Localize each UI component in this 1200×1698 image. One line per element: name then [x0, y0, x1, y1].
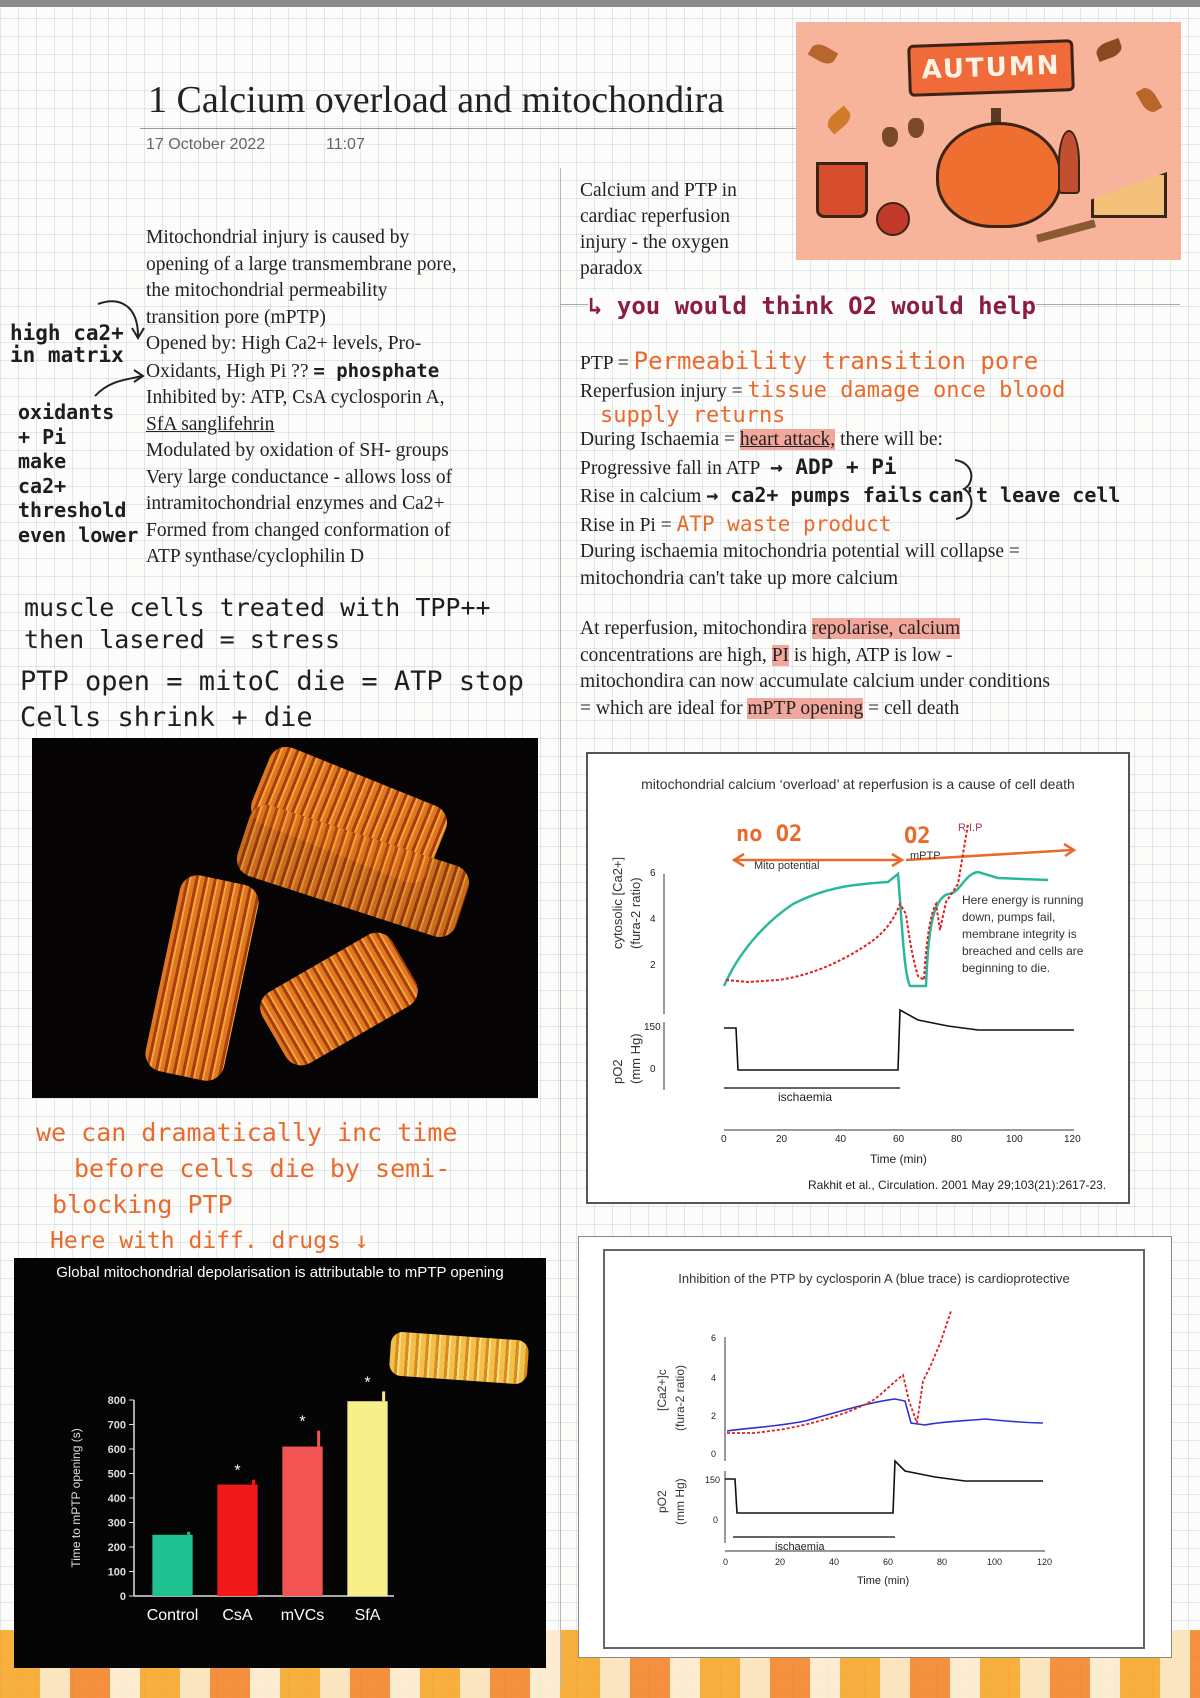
chart1-x-label: Time (min)	[870, 1152, 927, 1166]
control-red-trace	[727, 1311, 951, 1433]
acorn-icon	[908, 118, 924, 138]
chart1-y-label-top	[610, 857, 625, 949]
y-tick: 150	[644, 1022, 661, 1033]
bar-chart	[14, 1258, 546, 1668]
y-label-text: cytosolic [Ca2+]	[610, 856, 625, 949]
margin-line: make	[18, 449, 67, 473]
annotation-line: down, pumps fail,	[962, 910, 1056, 924]
y-tick: 150	[705, 1475, 721, 1485]
oxidants-line	[146, 358, 456, 386]
collapse-line: mitochondria can't take up more calcium	[580, 567, 899, 589]
brace-icon	[955, 460, 971, 519]
cinnamon-icon	[1036, 219, 1096, 242]
y-tick: 0	[650, 1064, 656, 1075]
top-bar	[0, 0, 1200, 7]
margin-line: oxidants	[18, 400, 115, 424]
annotation-line: beginning to die.	[962, 961, 1051, 975]
significance-marker: *	[299, 1413, 306, 1431]
page-time: 11:07	[326, 136, 365, 153]
oxidants-text: Oxidants, High Pi ??	[146, 360, 309, 382]
y-tick: 6	[711, 1333, 717, 1343]
reperfusion-line	[580, 378, 1120, 406]
category-label: CsA	[222, 1607, 253, 1624]
inhibited-by-line: Inhibited by: ATP, CsA cyclosporin A,	[146, 387, 445, 408]
x-tick: 100	[1006, 1134, 1023, 1145]
ca-rise-line	[580, 482, 1120, 511]
acorn-icon	[882, 127, 898, 147]
margin-line: threshold	[18, 498, 127, 522]
cell-shape	[254, 926, 425, 1072]
ca-hand: → ca2+ pumps fails	[706, 483, 923, 507]
chart2-y-label-bottom: pO2	[655, 1490, 669, 1513]
y-tick: 4	[650, 914, 656, 925]
rep-text: = cell death	[863, 697, 960, 719]
autumn-banner: AUTUMN	[907, 39, 1075, 97]
leaf-icon	[824, 106, 854, 135]
rep-text: concentrations are high,	[580, 644, 772, 666]
y-tick-label: 100	[107, 1566, 126, 1579]
y-tick-label: 400	[107, 1493, 126, 1505]
note-line: opening of a large transmembrane pore,	[146, 253, 457, 275]
significance-marker: *	[364, 1374, 371, 1392]
mushroom-icon	[1058, 130, 1080, 194]
leaf-icon	[808, 41, 839, 68]
atp-hand: → ADP + Pi	[770, 454, 897, 479]
reperfusion-text-line	[580, 616, 1120, 643]
reperfusion-hand-2: supply returns	[600, 403, 786, 428]
margin-line: + Pi	[18, 424, 67, 449]
chart1-plot	[588, 754, 1128, 1202]
rep-highlight: mPTP opening	[747, 697, 864, 719]
x-tick: 20	[776, 1134, 788, 1145]
atp-fall-line	[580, 454, 1120, 483]
y-tick-label: 500	[107, 1468, 126, 1481]
page-date: 17 October 2022	[146, 136, 266, 153]
rep-text: is high, ATP is low -	[789, 644, 953, 666]
mug-icon	[816, 162, 868, 218]
x-tick: 0	[721, 1134, 727, 1145]
leaf-icon	[1094, 38, 1124, 62]
category-label: mVCs	[280, 1607, 325, 1624]
left-notes	[146, 225, 456, 571]
ptp-open-note	[20, 664, 524, 736]
chart2-ischaemia-label: ischaemia	[775, 1541, 825, 1553]
sfa-line: SfA sanglifehrin	[146, 413, 275, 435]
o2-label: O2	[904, 824, 931, 849]
atp-fall: Progressive fall in ATP	[580, 457, 761, 479]
ptp-line	[580, 348, 1120, 378]
significance-marker: *	[234, 1462, 241, 1480]
margin-line: high ca2+	[10, 321, 124, 345]
title-rule	[140, 128, 820, 129]
heading-line: Calcium and PTP in	[580, 180, 737, 201]
hand-line: PTP open = mitoC die = ATP stop	[20, 666, 524, 697]
y-tick: 2	[711, 1411, 717, 1421]
ischaemia-label: ischaemia	[778, 1090, 833, 1104]
hand-line: before cells die by semi-	[74, 1154, 451, 1183]
csa-blue-trace	[727, 1399, 1043, 1431]
muscle-cells-note	[24, 592, 491, 656]
ptp-label: PTP =	[580, 353, 629, 374]
heading-line: cardiac reperfusion	[580, 206, 730, 227]
arrow-icon	[95, 376, 142, 396]
chart2-y-label-top-2: (fura-2 ratio)	[673, 1364, 687, 1431]
calcium-trace	[726, 824, 968, 982]
chart2-y-label-top: [Ca2+]c	[655, 1369, 669, 1411]
hand-line: muscle cells treated with TPP++	[24, 593, 491, 622]
cyclosporin-chart-frame	[578, 1236, 1172, 1658]
right-heading	[580, 178, 737, 282]
o2-paradox-note: ↳ you would think O2 would help	[588, 292, 1036, 320]
x-tick: 60	[893, 1134, 905, 1145]
chart1-annotation	[962, 892, 1083, 977]
rep-text: At reperfusion, mitochondira	[580, 618, 812, 639]
margin-arrows	[90, 296, 150, 406]
hand-line: then lasered = stress	[24, 625, 341, 654]
bar-mvcs	[282, 1447, 322, 1596]
hand-line: we can dramatically inc time	[36, 1118, 458, 1147]
margin-line: in matrix	[10, 343, 124, 367]
arrow-icon	[98, 301, 138, 336]
chart1-citation: Rakhit et al., Circulation. 2001 May 29;103(21):2617-23.	[808, 1178, 1107, 1192]
heading-line: injury - the oxygen	[580, 232, 729, 253]
x-tick: 100	[987, 1557, 1003, 1567]
margin-line: even lower	[18, 522, 139, 547]
annotation-line: Here energy is running	[962, 893, 1084, 907]
x-tick: 0	[723, 1557, 729, 1567]
heading-line: paradox	[580, 258, 643, 279]
y-tick: 6	[650, 868, 656, 879]
margin-line: ca2+	[18, 473, 67, 498]
x-tick: 20	[775, 1557, 786, 1567]
chart1-title: mitochondrial calcium ‘overload’ at reperfusion is a cause of cell death	[641, 776, 1075, 792]
ischaemia-pre: During Ischaemia =	[580, 429, 740, 450]
bar-control	[152, 1535, 192, 1596]
autumn-sticker	[796, 22, 1181, 260]
y-tick-label: 700	[107, 1419, 126, 1432]
bar-chart-title: Global mitochondrial depolarisation is attributable to mPTP opening	[56, 1264, 504, 1281]
po2-trace	[724, 1010, 1074, 1070]
category-label: Control	[146, 1607, 199, 1624]
y-tick-label: 0	[119, 1591, 126, 1603]
chart2-po2-trace	[725, 1461, 1043, 1513]
reperfusion-label: Reperfusion injury =	[580, 380, 743, 402]
hand-line: Cells shrink + die	[20, 702, 313, 733]
pi-rise-line	[580, 511, 1120, 540]
chart2-x-label: Time (min)	[857, 1575, 910, 1587]
mptp-label: mPTP	[910, 850, 941, 862]
note-line: transition pore (mPTP)	[146, 306, 326, 328]
rip-label: R.I.P	[958, 822, 983, 834]
modulated-line: Modulated by oxidation of SH- groups	[146, 440, 449, 461]
calcium-overload-chart	[586, 752, 1130, 1204]
y-tick: 4	[711, 1373, 717, 1383]
note-line: the mitochondrial permeability	[146, 280, 388, 301]
page-title: 1 Calcium overload and mitochondira	[148, 79, 725, 121]
x-tick: 40	[835, 1134, 847, 1145]
bar-csa	[217, 1485, 257, 1596]
rep-highlight: repolarise, calcium	[811, 618, 961, 639]
no-o2-label: no O2	[736, 822, 803, 847]
x-tick: 80	[937, 1557, 948, 1567]
collapse-line: During ischaemia mitochondria potential will collapse =	[580, 541, 1020, 562]
rep-text: = which are ideal for	[580, 697, 748, 719]
cyclosporin-chart	[603, 1249, 1145, 1649]
x-tick: 120	[1037, 1557, 1053, 1567]
chart1-y-label-bottom: pO2	[610, 1059, 625, 1084]
bar-chart-panel	[14, 1258, 546, 1668]
annotation-line: membrane integrity is	[962, 927, 1077, 941]
annotation-line: breached and cells are	[962, 944, 1084, 958]
chart2-plot	[605, 1251, 1143, 1647]
right-notes	[580, 348, 1120, 722]
bar-y-label: Time to mPTP opening (s)	[69, 1428, 83, 1568]
leaf-icon	[1136, 85, 1163, 116]
opened-by-line: Opened by: High Ca2+ levels, Pro-	[146, 333, 422, 354]
y-tick-label: 200	[107, 1542, 126, 1554]
reperfusion-text-line: mitochondira can now accumulate calcium under conditions	[580, 671, 1051, 692]
ischaemia-line	[580, 427, 1120, 454]
oxidants-margin-note	[18, 400, 138, 547]
reperfusion-text-line	[580, 696, 1120, 723]
y-tick: 0	[711, 1449, 717, 1459]
reperfusion-text-line	[580, 643, 1120, 670]
cell-shape	[142, 872, 262, 1084]
x-tick: 80	[951, 1134, 963, 1145]
y-tick: 0	[713, 1515, 719, 1525]
reperfusion-hand: tissue damage once blood	[747, 377, 1066, 403]
chart1-y-label-bottom-2: (mm Hg)	[628, 1033, 643, 1084]
y-tick-label: 300	[107, 1517, 126, 1530]
note-line: Formed from changed conformation of	[146, 519, 451, 541]
x-tick: 40	[829, 1557, 840, 1567]
pumpkin-icon	[936, 122, 1062, 228]
cardiomyocyte-image	[32, 738, 538, 1098]
category-label: SfA	[354, 1607, 381, 1624]
chart2-y-label-bottom-2: (mm Hg)	[673, 1478, 687, 1525]
pi-hand: ATP waste product	[676, 511, 892, 536]
rep-highlight: PI	[771, 644, 790, 666]
brace-arrow	[950, 455, 990, 525]
ca-hand-2: can't leave cell	[927, 483, 1121, 507]
mito-potential-label: Mito potential	[754, 860, 820, 872]
note-line: ATP synthase/cyclophilin D	[146, 546, 365, 567]
semi-blocking-note	[36, 1115, 457, 1259]
chart2-title: Inhibition of the PTP by cyclosporin A (blue trace) is cardioprotective	[678, 1271, 1070, 1286]
x-tick: 120	[1064, 1134, 1081, 1145]
x-tick: 60	[883, 1557, 894, 1567]
note-line: intramitochondrial enzymes and Ca2+	[146, 493, 445, 514]
ca-rise: Rise in calcium	[580, 486, 702, 507]
hand-line: blocking PTP	[52, 1190, 233, 1219]
apple-icon	[876, 202, 910, 236]
y-tick-label: 800	[107, 1395, 126, 1407]
chart1-y-label-top-2: (fura-2 ratio)	[628, 877, 643, 949]
column-divider	[560, 168, 561, 1688]
y-tick: 2	[650, 960, 656, 971]
bar-sfa	[347, 1401, 387, 1596]
spacer	[580, 592, 1120, 616]
pi-rise: Rise in Pi =	[580, 514, 672, 536]
ischaemia-highlight: heart attack,	[739, 429, 836, 450]
note-line: Very large conductance - allows loss of	[146, 466, 453, 488]
pie-icon	[1091, 172, 1167, 218]
ptp-hand: Permeability transition pore	[633, 347, 1039, 375]
y-tick-label: 600	[107, 1444, 126, 1456]
hand-line: Here with diff. drugs ↓	[50, 1228, 369, 1254]
note-line: Mitochondrial injury is caused by	[146, 227, 410, 248]
ischaemia-post: there will be:	[835, 429, 943, 450]
phosphate-hand-note: = phosphate	[313, 359, 440, 382]
